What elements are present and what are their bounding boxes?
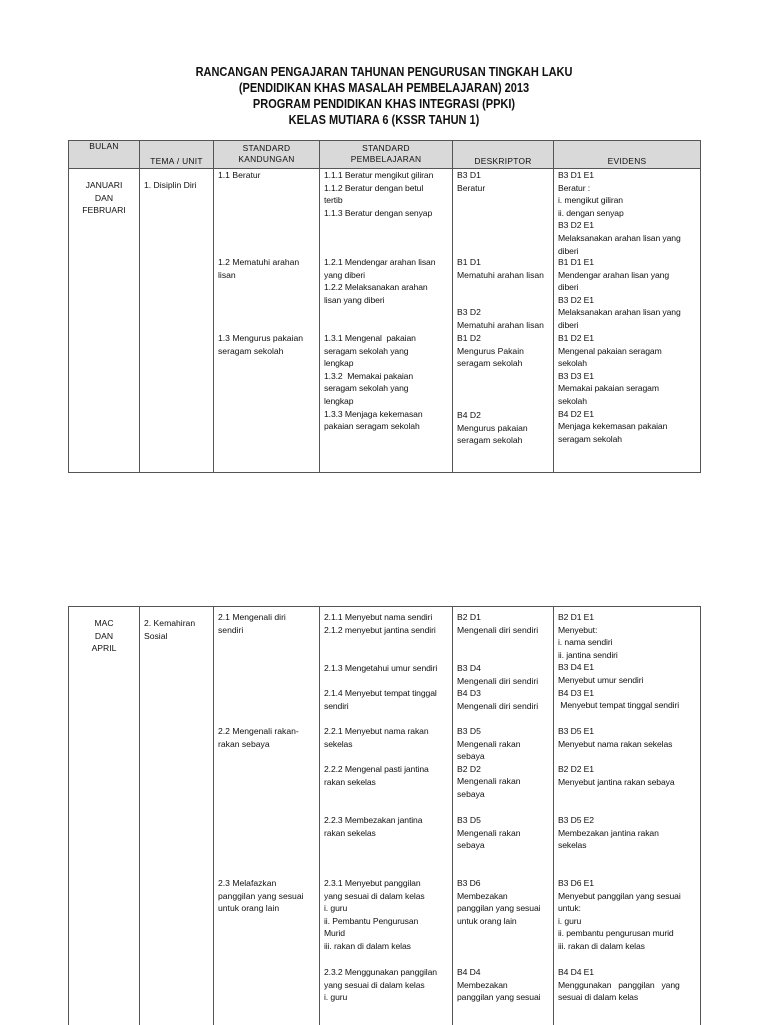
desk-item: B4 D2 Mengurus pakaian seragam sekolah — [457, 409, 528, 447]
sp-item: 1.1.1 Beratur mengikut giliran 1.1.2 Beratur dengan betul tertib 1.1.3 Beratur dengan senyap — [324, 169, 450, 219]
sk-item: 1.3 Mengurus pakaian seragam sekolah — [218, 332, 303, 357]
evid-item: B3 D5 E2 Membezakan jantina rakan sekelas — [558, 814, 698, 852]
header-standard-pembelajaran: STANDARD PEMBELAJARAN — [320, 141, 453, 169]
sk-item: 1.1 Beratur — [218, 169, 261, 182]
desk-item: B1 D1 Mematuhi arahan lisan — [457, 256, 544, 281]
plan-table-1 — [68, 140, 701, 473]
title-line-1: RANCANGAN PENGAJARAN TAHUNAN PENGURUSAN TINGKAH LAKU — [46, 64, 722, 80]
evid-item: B2 D1 E1 Menyebut: i. nama sendiri ii. jantina sendiri B3 D4 E1 Menyebut umur sendiri B4 D3 E1 Menyebut tempat tinggal sendiri — [558, 611, 698, 712]
evid-item: B3 D6 E1 Menyebut panggilan yang sesuai untuk: i. guru ii. pembantu pengurusan murid iii. rakan di dalam kelas — [558, 877, 698, 953]
document-title — [46, 64, 722, 128]
evid-item: B4 D4 E1 Menggunakan panggilan yang sesuai di dalam kelas — [558, 966, 698, 1004]
cell-deskriptor — [453, 169, 554, 473]
cell-standard-kandungan — [214, 607, 320, 1025]
desk-item: B3 D5 Mengenali rakan sebaya B2 D2 Mengenali rakan sebaya — [457, 725, 521, 801]
cell-standard-kandungan — [214, 169, 320, 473]
desk-item: B3 D1 Beratur — [457, 169, 485, 194]
sp-item: 2.3.1 Menyebut panggilan yang sesuai di dalam kelas i. guru ii. Pembantu Pengurusan Murid iii. rakan di dalam kelas — [324, 877, 450, 953]
cell-bulan: JANUARI DAN FEBRUARI — [69, 169, 140, 473]
header-standard-kandungan: STANDARD KANDUNGAN — [214, 141, 320, 169]
desk-item: B3 D5 Mengenali rakan sebaya — [457, 814, 521, 852]
sp-item: 2.3.2 Menggunakan panggilan yang sesuai di dalam kelas i. guru — [324, 966, 450, 1004]
sp-item: 2.2.3 Membezakan jantina rakan sekelas — [324, 814, 450, 839]
desk-item: B3 D6 Membezakan panggilan yang sesuai untuk orang lain — [457, 877, 552, 927]
sk-item: 2.2 Mengenali rakan- rakan sebaya — [218, 725, 299, 750]
evid-item: B2 D2 E1 Menyebut jantina rakan sebaya — [558, 763, 698, 788]
header-deskriptor: DESKRIPTOR — [453, 141, 554, 169]
desk-item: B4 D4 Membezakan panggilan yang sesuai — [457, 966, 552, 1004]
cell-evidens — [554, 607, 701, 1025]
cell-evidens — [554, 169, 701, 473]
plan-table-2 — [68, 606, 701, 1025]
sp-item: 2.2.1 Menyebut nama rakan sekelas — [324, 725, 450, 750]
sp-item: 1.3.1 Mengenal pakaian seragam sekolah yang lengkap 1.3.2 Memakai pakaian seragam sekolah yang lengkap 1.3.3 Menjaga kekemasan pakaian seragam sekolah — [324, 332, 450, 433]
sk-item: 1.2 Mematuhi arahan lisan — [218, 256, 299, 281]
cell-tema: 1. Disiplin Diri — [140, 169, 214, 473]
sk-item: 2.3 Melafazkan panggilan yang sesuai untuk orang lain — [218, 877, 304, 915]
header-bulan: BULAN — [69, 141, 140, 169]
title-line-2: (PENDIDIKAN KHAS MASALAH PEMBELAJARAN) 2013 — [46, 80, 722, 96]
sp-item: 2.2.2 Mengenal pasti jantina rakan sekelas — [324, 763, 450, 788]
evid-item: B1 D1 E1 Mendengar arahan lisan yang diberi B3 D2 E1 Melaksanakan arahan lisan yang diberi — [558, 256, 698, 332]
title-line-4: KELAS MUTIARA 6 (KSSR TAHUN 1) — [46, 112, 722, 128]
sk-item: 2.1 Mengenali diri sendiri — [218, 611, 286, 636]
sp-item: 2.1.1 Menyebut nama sendiri 2.1.2 menyebut jantina sendiri — [324, 611, 450, 636]
evid-item: B3 D5 E1 Menyebut nama rakan sekelas — [558, 725, 698, 750]
title-line-3: PROGRAM PENDIDIKAN KHAS INTEGRASI (PPKI) — [46, 96, 722, 112]
header-evidens: EVIDENS — [554, 141, 701, 169]
cell-bulan: MAC DAN APRIL — [69, 607, 140, 1025]
desk-item: B1 D2 Mengurus Pakain seragam sekolah — [457, 332, 524, 370]
cell-tema: 2. Kemahiran Sosial — [140, 607, 214, 1025]
table-row — [69, 607, 701, 1025]
desk-item: B3 D4 Mengenali diri sendiri B4 D3 Mengenali diri sendiri — [457, 662, 538, 712]
cell-deskriptor — [453, 607, 554, 1025]
cell-standard-pembelajaran — [320, 169, 453, 473]
desk-item: B3 D2 Mematuhi arahan lisan — [457, 306, 544, 331]
cell-standard-pembelajaran — [320, 607, 453, 1025]
evid-item: B1 D2 E1 Mengenal pakaian seragam sekolah B3 D3 E1 Memakai pakaian seragam sekolah B4 D2 E1 Menjaga kekemasan pakaian seragam sekolah — [558, 332, 698, 445]
desk-item: B2 D1 Mengenali diri sendiri — [457, 611, 538, 636]
evid-item: B3 D1 E1 Beratur : i. mengikut giliran ii. dengan senyap B3 D2 E1 Melaksanakan arahan lisan yang diberi — [558, 169, 698, 257]
sp-item: 2.1.3 Mengetahui umur sendiri — [324, 662, 450, 675]
header-tema: TEMA / UNIT — [140, 141, 214, 169]
sp-item: 1.2.1 Mendengar arahan lisan yang diberi 1.2.2 Melaksanakan arahan lisan yang diberi — [324, 256, 450, 306]
table-row — [69, 169, 701, 473]
header-row — [69, 141, 701, 169]
sp-item: 2.1.4 Menyebut tempat tinggal sendiri — [324, 687, 450, 712]
